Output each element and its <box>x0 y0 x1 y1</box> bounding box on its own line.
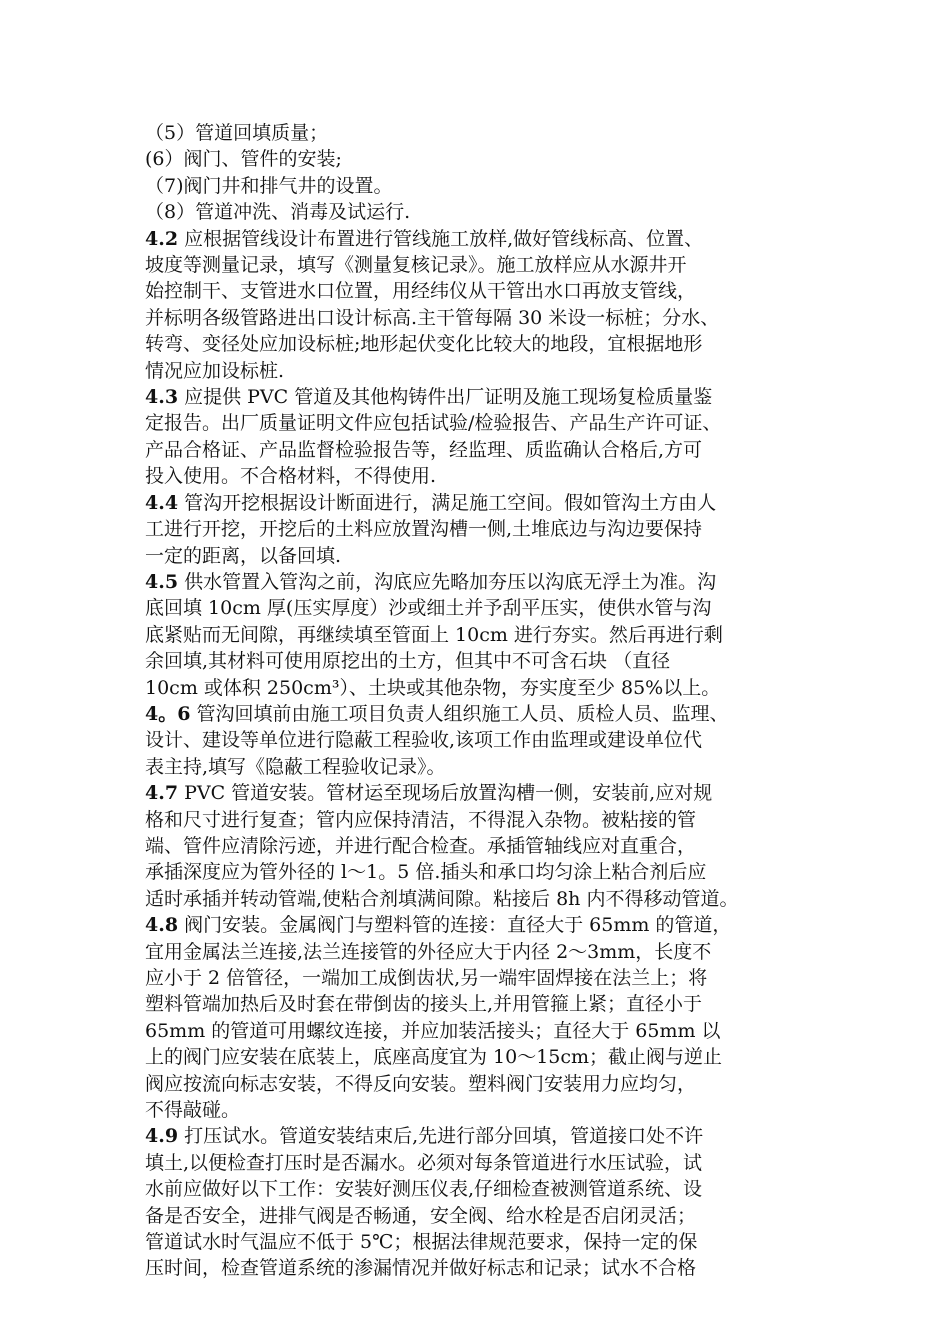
section-4-8 <box>145 912 817 1123</box>
paragraph-line: 底紧贴而无间隙，再继续填至管面上 10cm 进行夯实。然后再进行剩 <box>145 623 723 646</box>
inspection-items-list <box>145 120 817 226</box>
list-item: （8）管道冲洗、消毒及试运行. <box>145 201 411 224</box>
paragraph-line: 适时承插并转动管端,使粘合剂填满间隙。粘接后 8h 内不得移动管道。 <box>145 887 739 910</box>
section-4-5 <box>145 569 817 701</box>
document-body <box>145 120 817 1282</box>
paragraph-line: 转弯、变径处应加设标桩;地形起伏变化比较大的地段，宜根据地形 <box>145 333 703 356</box>
section-number: 4.5 <box>145 570 179 593</box>
paragraph-line <box>145 569 817 595</box>
paragraph-line: 65mm 的管道可用螺纹连接，并应加装活接头；直径大于 65mm 以 <box>145 1019 721 1042</box>
section-4-6 <box>145 701 817 780</box>
paragraph-line: 底回填 10cm 厚(压实厚度）沙或细土并予刮平压实，使供水管与沟 <box>145 597 712 620</box>
line-text: 应提供 PVC 管道及其他构铸件出厂证明及施工现场复检质量鉴 <box>178 386 713 409</box>
paragraph-line <box>145 226 817 252</box>
line-text: 管沟回填前由施工项目负责人组织施工人员、质检人员、监理、 <box>190 702 729 725</box>
line-text: PVC 管道安装。管材运至现场后放置沟槽一侧，安装前,应对规 <box>178 782 713 805</box>
line-text: 阀门安装。金属阀门与塑料管的连接：直径大于 65mm 的管道， <box>178 914 732 937</box>
section-number: 4.9 <box>145 1125 179 1148</box>
paragraph-line <box>145 780 817 806</box>
line-text: 供水管置入管沟之前，沟底应先略加夯压以沟底无浮土为准。沟 <box>178 570 717 593</box>
list-item: (6）阀门、管件的安装; <box>145 148 342 171</box>
paragraph-line: 表主持,填写《隐蔽工程验收记录》。 <box>145 755 446 778</box>
paragraph-line: 宜用金属法兰连接,法兰连接管的外径应大于内径 2～3mm，长度不 <box>145 940 712 963</box>
line-text: 应根据管线设计布置进行管线施工放样,做好管线标高、位置、 <box>178 227 704 250</box>
paragraph-line <box>145 384 817 410</box>
paragraph-line <box>145 701 817 727</box>
paragraph-line: 备是否安全，进排气阀是否畅通，安全阀、给水栓是否启闭灵活； <box>145 1204 697 1227</box>
line-text: 打压试水。管道安装结束后,先进行部分回填，管道接口处不许 <box>178 1125 704 1148</box>
paragraph-line: 格和尺寸进行复查；管内应保持清洁，不得混入杂物。被粘接的管 <box>145 808 697 831</box>
paragraph-line <box>145 1123 817 1149</box>
paragraph-line: 不得敲碰。 <box>145 1099 241 1122</box>
section-number: 4.7 <box>145 782 179 805</box>
paragraph-line: 塑料管端加热后及时套在带倒齿的接头上,并用管箍上紧；直径小于 <box>145 993 703 1016</box>
paragraph-line: 坡度等测量记录，填写《测量复核记录》。施工放样应从水源井开 <box>145 254 687 277</box>
paragraph-line: 工进行开挖，开挖后的土料应放置沟槽一侧,土堆底边与沟边要保持 <box>145 518 703 541</box>
paragraph-line: 上的阀门应安装在底装上，底座高度宜为 10～15cm；截止阀与逆止 <box>145 1046 723 1069</box>
paragraph-line: 一定的距离，以备回填. <box>145 544 342 567</box>
section-number: 4.8 <box>145 914 179 937</box>
paragraph-line: 投入使用。不合格材料，不得使用. <box>145 465 437 488</box>
paragraph-line: 端、管件应清除污迹，并进行配合检查。承插管轴线应对直重合， <box>145 834 697 857</box>
paragraph-line: 承插深度应为管外径的 l～1。5 倍.插头和承口均匀涂上粘合剂后应 <box>145 861 707 884</box>
section-4-7 <box>145 780 817 912</box>
paragraph-line: 压时间，检查管道系统的渗漏情况并做好标志和记录；试水不合格 <box>145 1257 697 1280</box>
paragraph-line: 水前应做好以下工作：安装好测压仪表,仔细检查被测管道系统、设 <box>145 1178 703 1201</box>
section-number: 4.3 <box>145 386 179 409</box>
section-number: 4。6 <box>145 702 191 725</box>
section-number: 4.2 <box>145 227 179 250</box>
section-4-9 <box>145 1123 817 1281</box>
paragraph-line: 设计、建设等单位进行隐蔽工程验收,该项工作由监理或建设单位代 <box>145 729 703 752</box>
section-4-2 <box>145 226 817 384</box>
section-4-3 <box>145 384 817 490</box>
paragraph-line: 定报告。出厂质量证明文件应包括试验/检验报告、产品生产许可证、 <box>145 412 722 435</box>
paragraph-line: 管道试水时气温应不低于 5℃；根据法律规范要求，保持一定的保 <box>145 1231 698 1254</box>
paragraph-line <box>145 912 817 938</box>
paragraph-line <box>145 490 817 516</box>
paragraph-line: 始控制干、支管进水口位置，用经纬仪从干管出水口再放支管线， <box>145 280 697 303</box>
paragraph-line: 填土,以便检查打压时是否漏水。必须对每条管道进行水压试验，试 <box>145 1151 703 1174</box>
section-4-4 <box>145 490 817 569</box>
paragraph-line: 余回填,其材料可使用原挖出的土方，但其中不可含石块 （直径 <box>145 650 671 673</box>
paragraph-line: 应小于 2 倍管径，一端加工成倒齿状,另一端牢固焊接在法兰上；将 <box>145 967 708 989</box>
list-item: （7)阀门井和排气井的设置。 <box>145 174 393 197</box>
paragraph-line: 并标明各级管路进出口设计标高.主干管每隔 30 米设一标桩；分水、 <box>145 306 720 329</box>
paragraph-line: 10cm 或体积 250cm³）、土块或其他杂物，夯实度至少 85%以上。 <box>145 676 721 699</box>
line-text: 管沟开挖根据设计断面进行，满足施工空间。假如管沟土方由人 <box>178 491 717 514</box>
paragraph-line: 阀应按流向标志安装，不得反向安装。塑料阀门安装用力应均匀， <box>145 1072 697 1095</box>
section-number: 4.4 <box>145 491 179 514</box>
list-item: （5）管道回填质量； <box>145 122 329 144</box>
paragraph-line: 情况应加设标桩. <box>145 359 285 382</box>
paragraph-line: 产品合格证、产品监督检验报告等，经监理、质监确认合格后,方可 <box>145 438 703 461</box>
